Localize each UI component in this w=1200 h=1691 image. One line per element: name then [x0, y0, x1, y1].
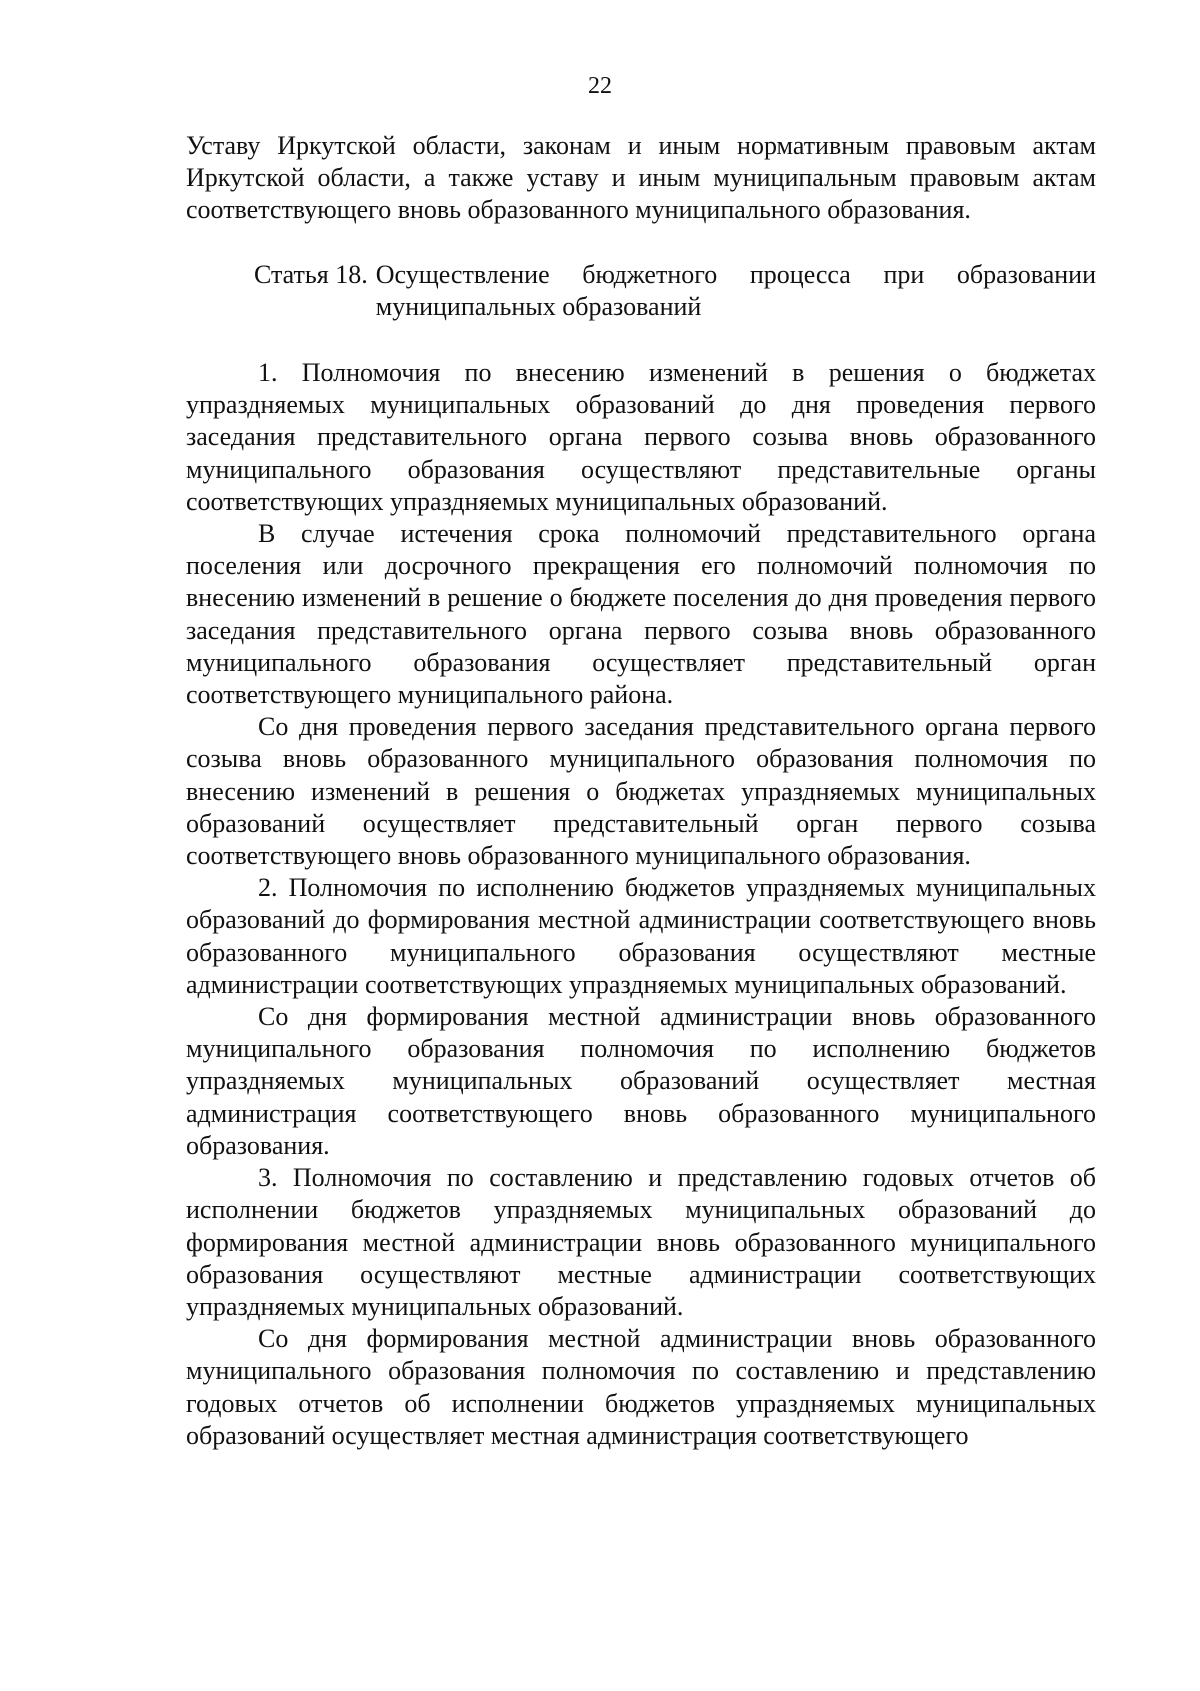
- article-heading: [186, 259, 1096, 323]
- paragraph-1: 1. Полномочия по внесению изменений в решения о бюджетах упраздняемых муниципальных образований до дня проведения первого заседания представительного органа первого созыва вновь образованного муниципального образования осуществляют представительные органы соответствующих упраздняемых муниципальных образований.: [186, 358, 1096, 516]
- paragraph-5: Со дня формирования местной администрации вновь образованного муниципального образования полномочия по исполнению бюджетов упраздняемых муниципальных образований осуществляет местная администрация соответствующего вновь образованного муниципального образования.: [186, 1002, 1096, 1160]
- paragraph-2: В случае истечения срока полномочий представительного органа поселения или досрочного прекращения его полномочий полномочия по внесению изменений в решение о бюджете поселения до дня проведения первого заседания представительного органа первого созыва вновь образованного муниципального образования осуществляет представительный орган соответствующего муниципального района.: [186, 519, 1096, 710]
- article-title: Осуществление бюджетного процесса при образовании муниципальных образований: [375, 259, 1096, 321]
- paragraph-6: 3. Полномочия по составлению и представлению годовых отчетов об исполнении бюджетов упраздняемых муниципальных образований до формирования местной администрации вновь образованного муниципального образования осуществляют местные администрации соответствующих упраздняемых муниципальных образований.: [186, 1163, 1096, 1321]
- paragraph-4: 2. Полномочия по исполнению бюджетов упраздняемых муниципальных образований до формирования местной администрации соответствующего вновь образованного муниципального образования осуществляют местные администрации соответствующих упраздняемых муниципальных образований.: [186, 873, 1096, 999]
- paragraph-3: Со дня проведения первого заседания представительного органа первого созыва вновь образованного муниципального образования полномочия по внесению изменений в решения о бюджетах упраздняемых муниципальных образований осуществляет представительный орган первого созыва соответствующего вновь образованного муниципального образования.: [186, 712, 1096, 871]
- document-body: [186, 130, 1096, 1452]
- page-number: 22: [588, 73, 612, 99]
- intro-paragraph: Уставу Иркутской области, законам и иным нормативным правовым актам Иркутской области, а также уставу и иным муниципальным правовым актам соответствующего вновь образованного муниципального образования.: [186, 131, 1096, 225]
- article-label: Статья 18.: [254, 259, 368, 289]
- paragraph-7: Со дня формирования местной администрации вновь образованного муниципального образования полномочия по составлению и представлению годовых отчетов об исполнении бюджетов упраздняемых муниципальных образований осуществляет местная администрация соответствующего: [186, 1324, 1096, 1450]
